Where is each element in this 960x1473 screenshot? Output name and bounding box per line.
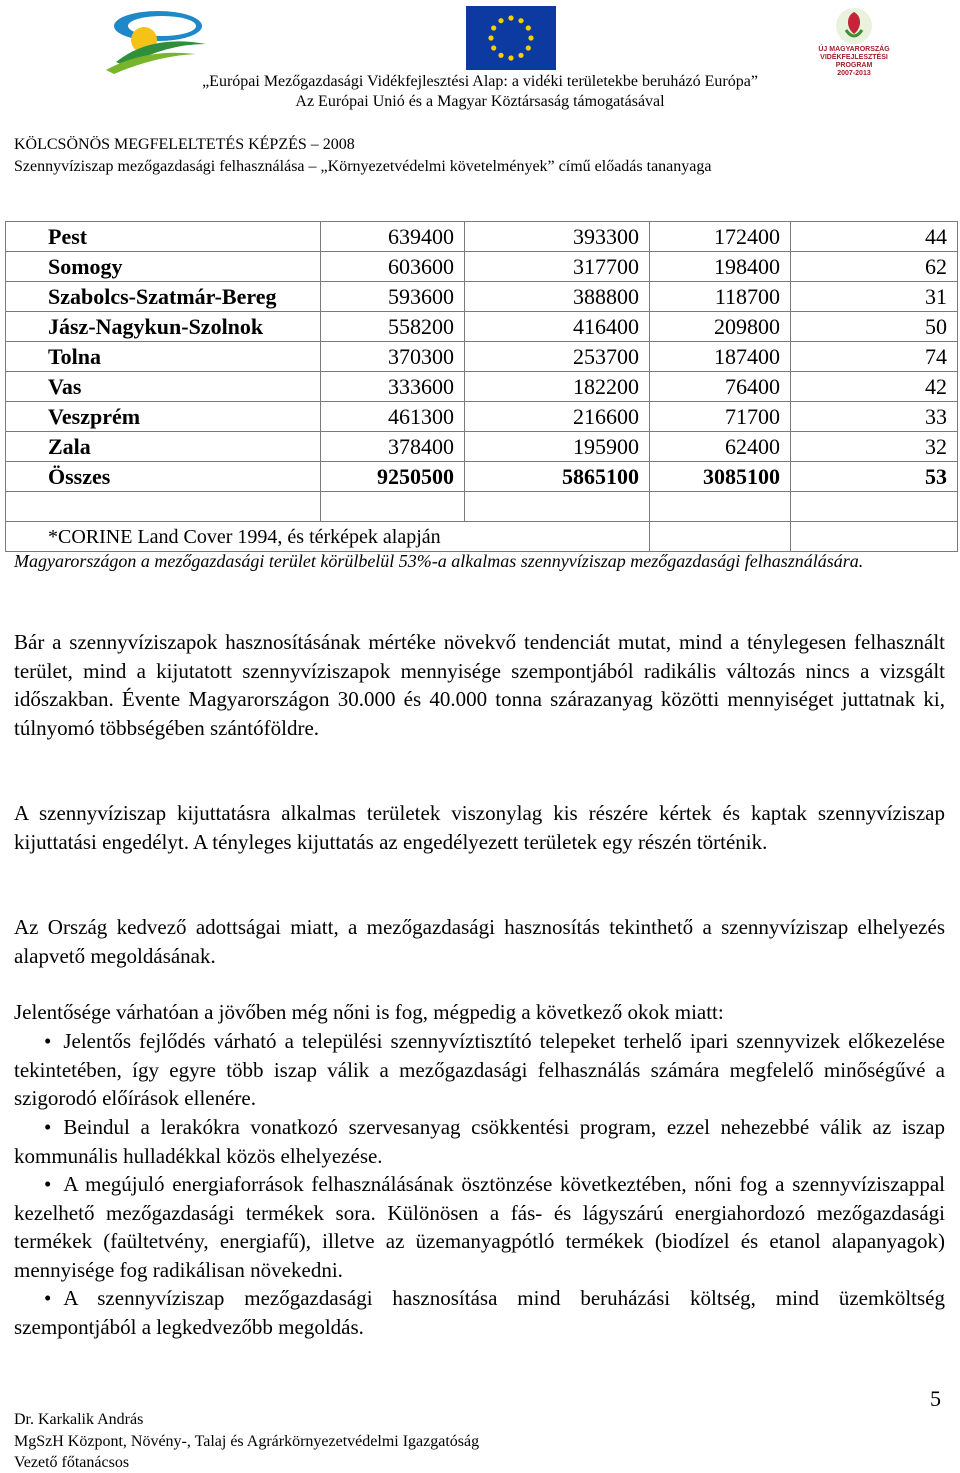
bullet-icon: • — [44, 1115, 52, 1139]
table-cell: 593600 — [321, 282, 465, 312]
table-cell: 31 — [791, 282, 958, 312]
table-cell: 62400 — [650, 432, 791, 462]
table-cell: 216600 — [465, 402, 650, 432]
table-cell: 333600 — [321, 372, 465, 402]
table-cell: 558200 — [321, 312, 465, 342]
table-row — [6, 342, 958, 372]
table-cell: 118700 — [650, 282, 791, 312]
table-cell: 3085100 — [650, 462, 791, 492]
table-cell: 33 — [791, 402, 958, 432]
county-area-table — [5, 221, 958, 552]
table-cell: 172400 — [650, 222, 791, 252]
paragraph-sludge-usage: Bár a szennyvíziszapok hasznosításának mértéke növekvő tendenciát mutat, mind a ténylegesen felhasznált terület, mind a kijutatott szennyvíziszapok mennyisége szempontjából radikális változás nincs a vizsgált időszakban. Évente Magyarországon 30.000 és 40.000 tonna szárazanyag közötti mennyiséget juttatnak ki, túlnyomó többségében szántóföldre. — [14, 630, 945, 740]
program-logo-line-2: VIDÉKFEJLESZTÉSI PROGRAM — [820, 54, 888, 69]
course-title: KÖLCSÖNÖS MEGFELELTETÉS KÉPZÉS – 2008 — [14, 136, 355, 153]
lecture-title: Szennyvíziszap mezőgazdasági felhasználása – „Környezetvédelmi követelmények” című előadás tananyaga — [14, 158, 712, 175]
table-cell: 388800 — [465, 282, 650, 312]
table-cell: 44 — [791, 222, 958, 252]
table-cell-empty — [650, 492, 791, 522]
list-item — [14, 1170, 945, 1284]
area-suitability-note: Magyarországon a mezőgazdasági terület körülbelül 53%-a alkalmas szennyvíziszap mezőgazdasági felhasználására. — [14, 551, 864, 571]
county-name: Szabolcs-Szatmár-Bereg — [6, 282, 321, 312]
table-cell: 32 — [791, 432, 958, 462]
footer-position: Vezető főtanácsos — [14, 1454, 130, 1471]
table-cell: 50 — [791, 312, 958, 342]
footer-institution: MgSzH Központ, Növény-, Talaj és Agrárkörnyezetvédelmi Igazgatóság — [14, 1433, 480, 1450]
bullet-icon: • — [44, 1172, 52, 1196]
table-cell-empty — [465, 492, 650, 522]
table-total-row — [6, 462, 958, 492]
county-name: Vas — [6, 372, 321, 402]
county-name: Pest — [6, 222, 321, 252]
bullet-icon: • — [44, 1286, 52, 1310]
bullet-text: A megújuló energiaforrások felhasználásának ösztönzése következtében, nőni fog a szennyvíziszappal kezelhető mezőgazdasági termékek sora. Különösen a fás- és lágyszárú energiahordozó mezőgazdasági termékek (faültetvény, energiafű), illetve az üzemanyagpótló termékek (biodízel és etanol alapanyagok) mennyisége fog radikálisan növekedni. — [14, 1172, 945, 1282]
table-cell: 198400 — [650, 252, 791, 282]
table-cell-empty — [321, 492, 465, 522]
table-cell-empty — [791, 492, 958, 522]
eu-support-line: Az Európai Unió és a Magyar Köztársaság támogatásával — [295, 93, 665, 110]
table-cell: 253700 — [465, 342, 650, 372]
bullet-text: Beindul a lerakókra vonatkozó szervesanyag csökkentési program, ezzel nehezebbé válik az iszap kommunális hulladékkal közös elhelyezése. — [14, 1115, 945, 1168]
bullet-icon: • — [44, 1029, 52, 1053]
table-cell: 209800 — [650, 312, 791, 342]
county-name: Tolna — [6, 342, 321, 372]
table-row — [6, 402, 958, 432]
table-row — [6, 222, 958, 252]
table-cell: 182200 — [465, 372, 650, 402]
list-item — [14, 1284, 945, 1341]
table-cell-empty — [650, 522, 791, 552]
uj-magyarorszag-program-logo — [806, 4, 902, 77]
eu-fund-line: „Európai Mezőgazdasági Vidékfejlesztési Alap: a vidéki területekbe beruházó Európa” — [202, 73, 758, 90]
footer-author: Dr. Karkalik András — [14, 1411, 144, 1428]
paragraph-future-intro: Jelentősége várhatóan a jövőben még nőni is fog, mégpedig a következő okok miatt: — [14, 1000, 724, 1024]
program-logo-line-3: 2007-2013 — [837, 70, 871, 77]
county-name: Somogy — [6, 252, 321, 282]
table-cell: 5865100 — [465, 462, 650, 492]
table-cell: 187400 — [650, 342, 791, 372]
table-cell: 195900 — [465, 432, 650, 462]
table-cell-empty — [791, 522, 958, 552]
table-row — [6, 252, 958, 282]
table-row — [6, 372, 958, 402]
paragraph-country-conditions: Az Ország kedvező adottságai miatt, a mezőgazdasági hasznosítás tekinthető a szennyvíziszap elhelyezés alapvető megoldásának. — [14, 915, 945, 968]
list-item — [14, 1113, 945, 1170]
county-name: Veszprém — [6, 402, 321, 432]
county-name: Zala — [6, 432, 321, 462]
total-label: Összes — [6, 462, 321, 492]
table-source-row — [6, 522, 958, 552]
table-cell: 76400 — [650, 372, 791, 402]
table-cell: 370300 — [321, 342, 465, 372]
table-row — [6, 432, 958, 462]
table-row — [6, 282, 958, 312]
table-cell: 461300 — [321, 402, 465, 432]
paragraph-permits: A szennyvíziszap kijuttatásra alkalmas területek viszonylag kis részére kértek és kaptak szennyvíziszap kijuttatási engedélyt. A tényleges kijuttatás az engedélyezett területek egy részén történik. — [14, 801, 945, 854]
table-cell: 603600 — [321, 252, 465, 282]
table-cell: 416400 — [465, 312, 650, 342]
table-cell: 42 — [791, 372, 958, 402]
table-cell: 74 — [791, 342, 958, 372]
list-item — [14, 1027, 945, 1113]
table-cell-empty — [6, 492, 321, 522]
table-cell: 317700 — [465, 252, 650, 282]
table-cell: 9250500 — [321, 462, 465, 492]
table-cell: 393300 — [465, 222, 650, 252]
rural-development-logo — [96, 4, 214, 74]
bullet-text: A szennyvíziszap mezőgazdasági hasznosítása mind beruházási költség, mind üzemköltség szempontjából a legkedvezőbb megoldás. — [14, 1286, 945, 1339]
bullet-text: Jelentős fejlődés várható a települési szennyvíztisztító telepeket terhelő ipari szennyvizek előkezelése tekintetében, így egyre több iszap válik a mezőgazdasági felhasználás számára megfelelő minőségűvé a szigorodó előírások ellenére. — [14, 1029, 945, 1110]
table-cell: 639400 — [321, 222, 465, 252]
county-name: Jász-Nagykun-Szolnok — [6, 312, 321, 342]
table-cell: 53 — [791, 462, 958, 492]
table-empty-row — [6, 492, 958, 522]
table-source-note: *CORINE Land Cover 1994, és térképek alapján — [6, 522, 650, 552]
eu-flag-logo — [466, 6, 556, 70]
table-row — [6, 312, 958, 342]
page-number: 5 — [930, 1386, 941, 1411]
table-cell: 71700 — [650, 402, 791, 432]
table-cell: 378400 — [321, 432, 465, 462]
table-cell: 62 — [791, 252, 958, 282]
program-logo-line-1: ÚJ MAGYARORSZÁG — [818, 46, 890, 53]
